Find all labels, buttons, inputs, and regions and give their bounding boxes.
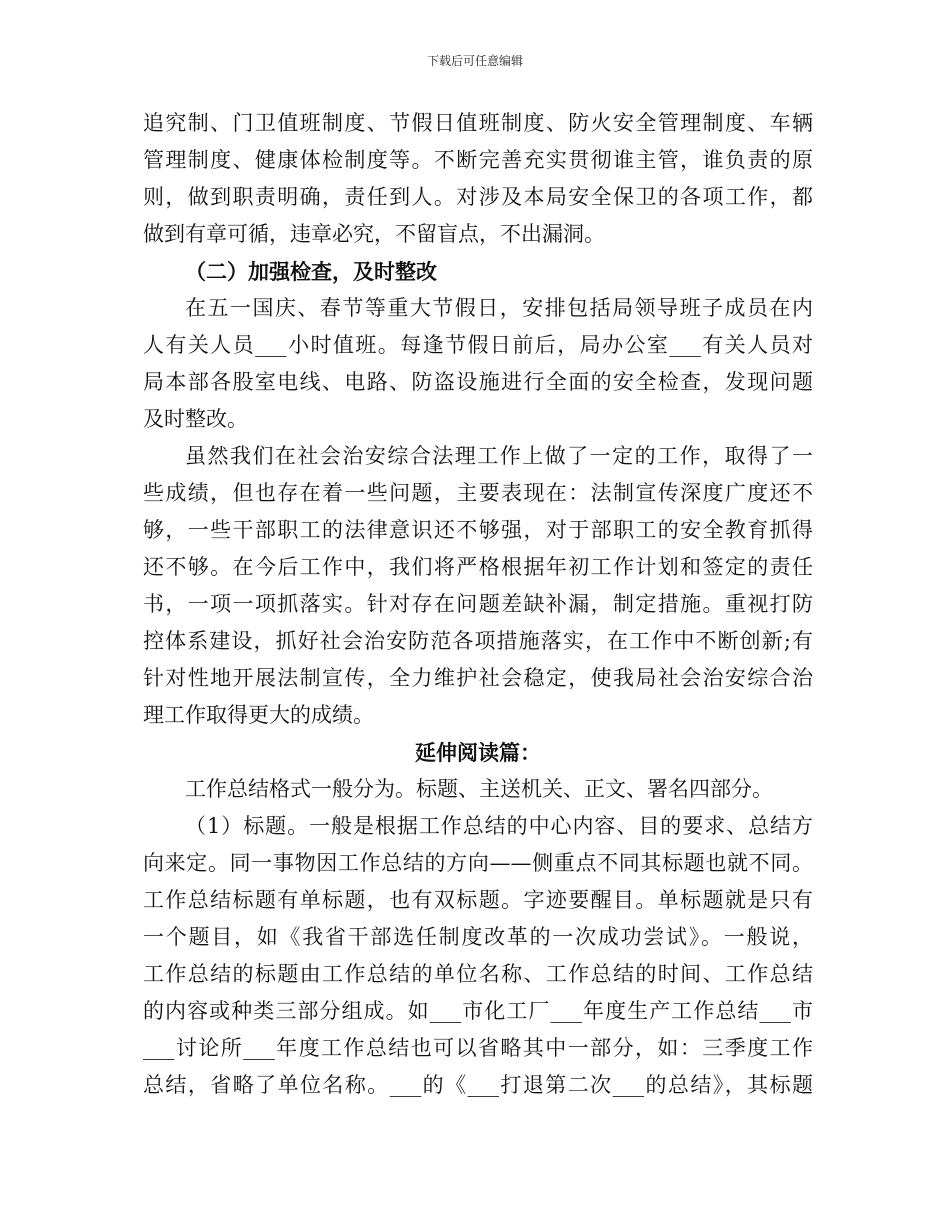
text-line: 则，做到职责明确，责任到人。对涉及本局安全保卫的各项工作，都 [143,185,813,209]
page-header: 下载后可任意编辑 [426,54,523,68]
text-line: 一个题目，如《我省干部选任制度改革的一次成功尝试》。一般说， [143,925,813,949]
text-line: 理工作取得更大的成绩。 [143,703,374,727]
text-line: 些成绩，但也存在着一些问题，主要表现在：法制宣传深度广度还不 [143,481,813,505]
text-line: 虽然我们在社会治安综合法理工作上做了一定的工作，取得了一 [185,444,813,468]
text-line: 够，一些干部职工的法律意识还不够强，对于部职工的安全教育抓得 [143,518,813,542]
text-line: 工作总结格式一般分为。标题、主送机关、正文、署名四部分。 [185,777,773,801]
text-line: 管理制度、健康体检制度等。不断完善充实贯彻谁主管，谁负责的原 [143,148,813,172]
text-line: 工作总结的标题由工作总结的单位名称、工作总结的时间、工作总结 [143,962,813,986]
text-line: 人有关人员___小时值班。每逢节假日前后，局办公室___有关人员对 [143,333,813,357]
text-line: 书，一项一项抓落实。针对存在问题差缺补漏，制定措施。重视打防 [143,592,813,616]
extended-reading-heading: 延伸阅读篇： [415,740,541,765]
text-line: 在五一国庆、春节等重大节假日，安排包括局领导班子成员在内 [185,296,813,320]
text-line: 的内容或种类三部分组成。如___市化工厂___年度生产工作总结___市 [143,999,813,1023]
text-line: ___讨论所___年度工作总结也可以省略其中一部分，如：三季度工作 [143,1036,813,1060]
text-line: 及时整改。 [143,407,248,431]
text-line: 向来定。同一事物因工作总结的方向——侧重点不同其标题也就不同。 [143,851,813,875]
text-line: 还不够。在今后工作中，我们将严格根据年初工作计划和签定的责任 [143,555,813,579]
text-line: 局本部各股室电线、电路、防盗设施进行全面的安全检查，发现问题 [143,370,813,394]
text-line: 做到有章可循，违章必究，不留盲点，不出漏洞。 [143,222,605,246]
text-line: 追究制、门卫值班制度、节假日值班制度、防火安全管理制度、车辆 [143,111,813,135]
text-line: 总结，省略了单位名称。___的《___打退第二次___的总结》，其标题 [143,1073,813,1097]
text-line: 工作总结标题有单标题，也有双标题。字迹要醒目。单标题就是只有 [143,888,813,912]
section-heading: （二）加强检查，及时整改 [185,259,437,284]
text-line: 针对性地开展法制宣传，全力维护社会稳定，使我局社会治安综合治 [143,666,813,690]
text-line: （1）标题。一般是根据工作总结的中心内容、目的要求、总结方 [185,814,813,838]
text-line: 控体系建设，抓好社会治安防范各项措施落实，在工作中不断创新;有 [143,629,813,653]
document-body [143,105,813,1104]
